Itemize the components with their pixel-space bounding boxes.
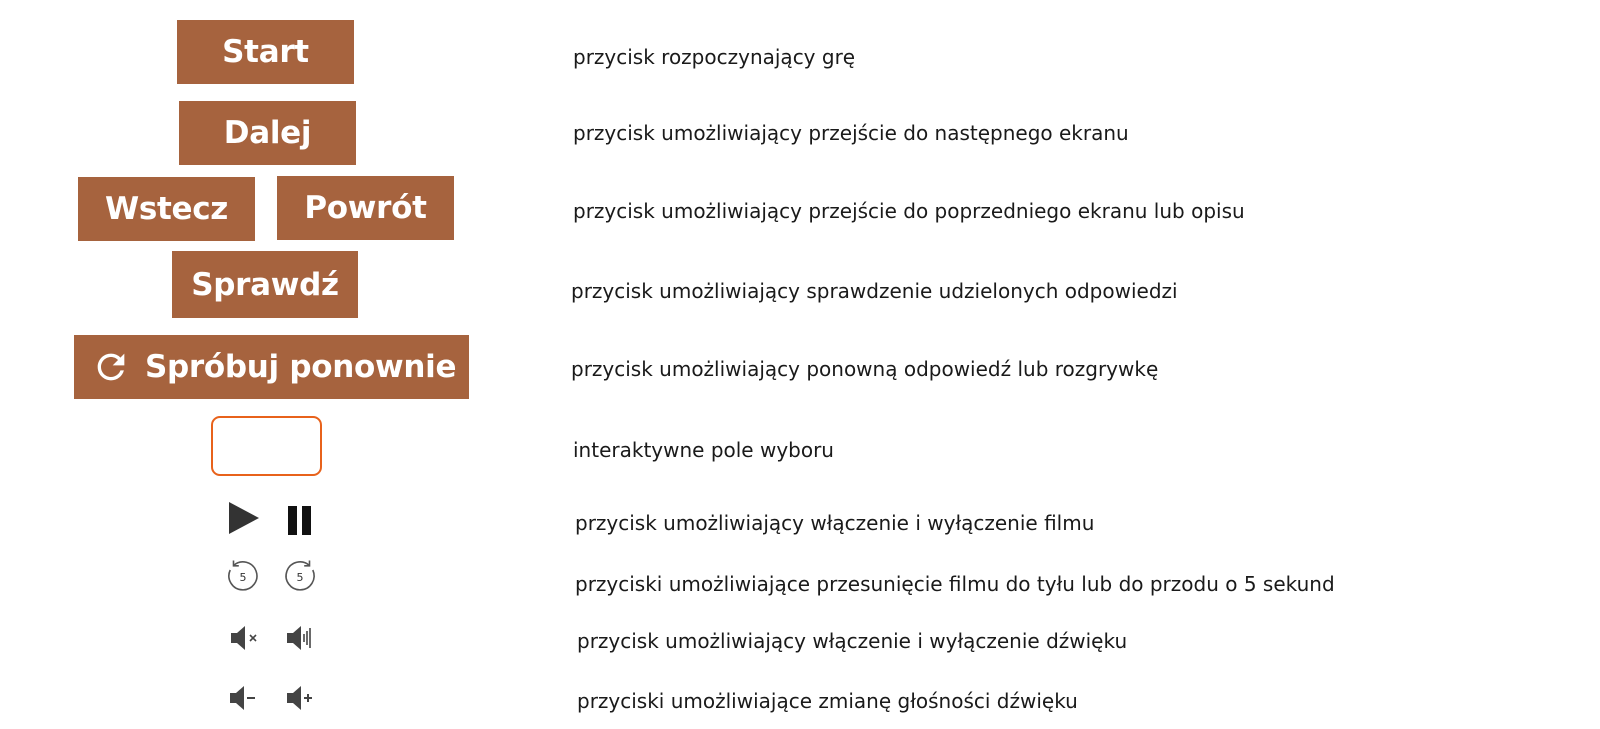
- check-button-label: Sprawdź: [191, 266, 339, 303]
- next-button-label: Dalej: [223, 115, 312, 151]
- next-button[interactable]: [179, 101, 356, 165]
- mute-description: przycisk umożliwiający włączenie i wyłączenie dźwięku: [577, 629, 1128, 653]
- volume-description: przyciski umożliwiające zmianę głośności dźwięku: [577, 689, 1078, 713]
- back-description: przycisk umożliwiający przejście do poprzedniego ekranu lub opisu: [573, 199, 1245, 223]
- retry-description: przycisk umożliwiający ponowną odpowiedź lub rozgrywkę: [571, 357, 1159, 381]
- start-button-label: Start: [222, 34, 309, 70]
- start-button[interactable]: [177, 20, 354, 84]
- check-description: przycisk umożliwiający sprawdzenie udzielonych odpowiedzi: [571, 279, 1178, 303]
- choice-description: interaktywne pole wyboru: [573, 438, 834, 462]
- retry-button-label: Spróbuj ponownie: [145, 349, 457, 385]
- start-description: przycisk rozpoczynający grę: [573, 45, 856, 69]
- refresh-icon: [91, 347, 131, 387]
- play-pause-description: przycisk umożliwiający włączenie i wyłączenie filmu: [575, 511, 1095, 535]
- choice-box[interactable]: [211, 416, 322, 476]
- volume-muted-icon[interactable]: [229, 624, 261, 652]
- seek-description: przyciski umożliwiające przesunięcie filmu do tyłu lub do przodu o 5 sekund: [575, 572, 1335, 596]
- back-button-label: Wstecz: [104, 191, 229, 227]
- forward-5-icon[interactable]: [282, 558, 318, 594]
- forward-seconds: 5: [296, 571, 304, 584]
- volume-down-icon[interactable]: [228, 684, 260, 712]
- pause-icon[interactable]: [287, 506, 313, 535]
- check-button[interactable]: [172, 251, 358, 318]
- rewind-5-icon[interactable]: [225, 558, 261, 594]
- return-button[interactable]: [277, 176, 454, 240]
- return-button-label: Powrót: [304, 190, 427, 226]
- back-button[interactable]: [78, 177, 255, 241]
- volume-on-icon[interactable]: [285, 624, 317, 652]
- next-description: przycisk umożliwiający przejście do następnego ekranu: [573, 121, 1129, 145]
- play-icon[interactable]: [226, 500, 262, 536]
- retry-button[interactable]: [74, 335, 469, 399]
- rewind-seconds: 5: [239, 571, 247, 584]
- volume-up-icon[interactable]: [285, 684, 317, 712]
